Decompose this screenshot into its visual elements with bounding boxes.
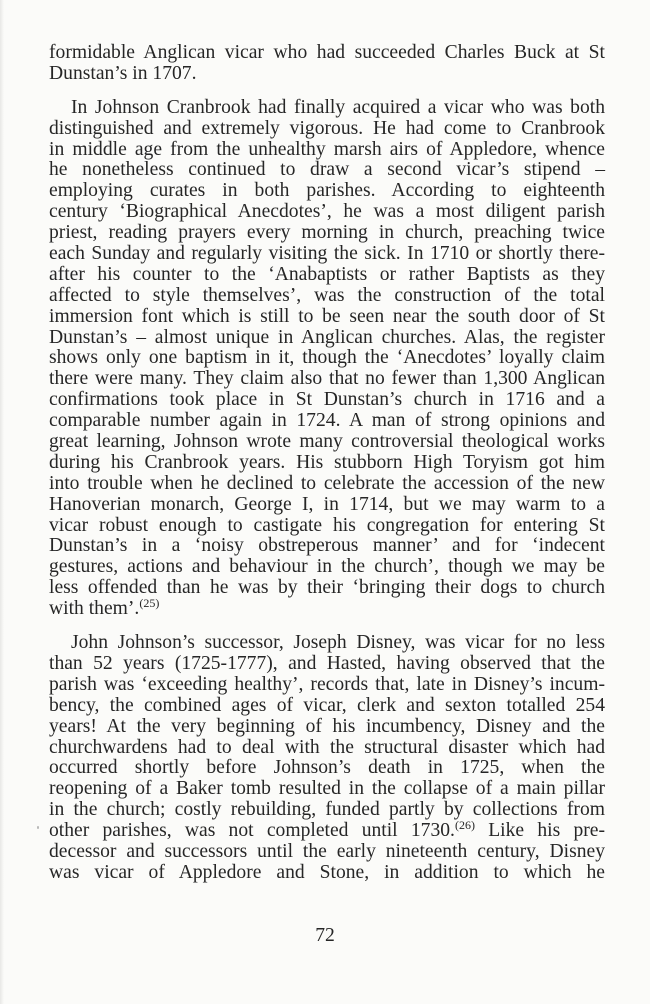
text-line: Hanoverian monarch, George I, in 1714, but we may warm to a [49, 493, 605, 515]
text-line: comparable number again in 1724. A man of strong opinions and [49, 410, 605, 432]
text-line: formidable Anglican vicar who had succeeded Charles Buck at St [49, 42, 605, 63]
text-line: each Sunday and regularly visiting the sick. In 1710 or shortly there- [49, 243, 605, 265]
text-line: Dunstan’s in a ‘noisy obstreperous manner’ and for ‘indecent [49, 535, 605, 557]
text-line: distinguished and extremely vigorous. He had come to Cranbrook [49, 117, 605, 139]
text-line: In Johnson Cranbrook had finally acquired a vicar who was both [71, 96, 605, 118]
text-fragment: with them’. [49, 598, 140, 620]
scan-edge-shadow [0, 0, 4, 1004]
text-line: great learning, Johnson wrote many controversial theological works [49, 431, 605, 453]
text-line: into trouble when he declined to celebrate the accession of the new [49, 472, 605, 494]
text-fragment: other parishes, was not completed until 1730. [49, 820, 455, 842]
text-line: Dunstan’s – almost unique in Anglican churches. Alas, the register [49, 326, 605, 348]
text-line: years! At the very beginning of his incumbency, Disney and the [49, 715, 605, 737]
page-number: 72 [315, 925, 335, 946]
text-line: confirmations took place in St Dunstan’s church in 1716 and a [49, 389, 605, 411]
text-line: reopening of a Baker tomb resulted in the collapse of a main pillar [49, 778, 605, 800]
text-fragment: Like his pre- [474, 820, 605, 842]
text-line: gestures, actions and behaviour in the church’, though we may be [49, 556, 605, 578]
text-line: century ‘Biographical Anecdotes’, he was a most diligent parish [49, 201, 605, 223]
text-line: bency, the combined ages of vicar, clerk and sexton totalled 254 [49, 694, 605, 716]
text-line: shows only one baptism in it, though the ‘Anecdotes’ loyally claim [49, 347, 605, 369]
text-line: occurred shortly before Johnson’s death in 1725, when the [49, 757, 605, 779]
text-line: less offended than he was by their ‘bringing their dogs to church [49, 577, 605, 599]
text-line: priest, reading prayers every morning in church, preaching twice [49, 222, 605, 244]
text-line: affected to style themselves’, was the construction of the total [49, 284, 605, 306]
footnote-reference: (25) [139, 596, 160, 611]
footnote-reference: (26) [454, 818, 475, 833]
text-line [49, 596, 605, 620]
text-line: than 52 years (1725-1777), and Hasted, having observed that the [49, 652, 605, 674]
text-line: parish was ‘exceeding healthy’, records that, late in Disney’s incum- [49, 673, 605, 695]
text-line: in middle age from the unhealthy marsh airs of Appledore, whence [49, 138, 605, 160]
text-line: employing curates in both parishes. According to eighteenth [49, 180, 605, 202]
text-line: after his counter to the ‘Anabaptists or rather Baptists as they [49, 263, 605, 285]
text-line: immersion font which is still to be seen near the south door of St [49, 305, 605, 327]
paragraph-1 [49, 43, 605, 85]
text-line [49, 818, 605, 842]
text-line: Dunstan’s in 1707. [49, 62, 197, 84]
text-line: John Johnson’s successor, Joseph Disney, was vicar for no less [71, 632, 605, 654]
text-line: churchwardens had to deal with the structural disaster which had [49, 736, 605, 758]
scan-speck [37, 826, 39, 829]
text-line: he nonetheless continued to draw a second vicar’s stipend – [49, 159, 605, 181]
text-line: there were many. They claim also that no fewer than 1,300 Anglican [49, 368, 605, 390]
text-line: decessor and successors until the early nineteenth century, Disney [49, 840, 605, 862]
paragraph-3 [49, 633, 605, 884]
book-page-text [49, 43, 605, 884]
text-line: in the church; costly rebuilding, funded partly by collections from [49, 799, 605, 821]
text-line: during his Cranbrook years. His stubborn High Toryism got him [49, 451, 605, 473]
paragraph-2 [49, 98, 605, 620]
text-line: was vicar of Appledore and Stone, in addition to which he [49, 861, 605, 883]
text-line: vicar robust enough to castigate his congregation for entering St [49, 514, 605, 536]
